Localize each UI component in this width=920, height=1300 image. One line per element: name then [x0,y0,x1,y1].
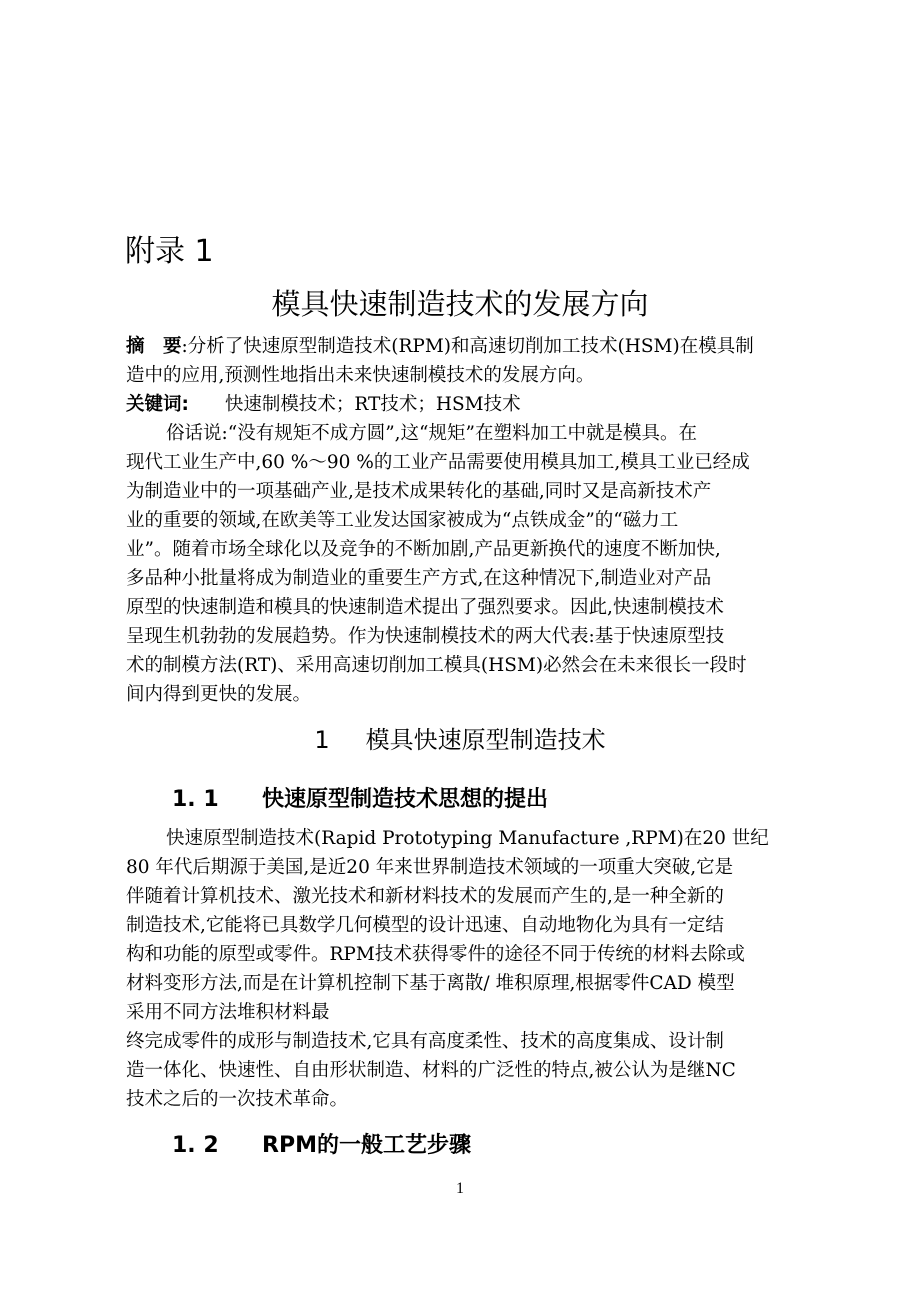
section-1-1-line: 快速原型制造技术(Rapid Prototyping Manufacture ,RPM)在20 世纪 [166,828,769,849]
intro-line: 业”。随着市场全球化以及竞争的不断加剧,产品更新换代的速度不断加快, [126,539,721,560]
section-1-1-line: 80 年代后期源于美国,是近20 年来世界制造技术领域的一项重大突破,它是 [126,857,734,878]
section-1-title: 模具快速原型制造技术 [365,726,606,754]
section-1-heading [0,720,920,755]
section-1-number: 1 [314,726,330,754]
keywords-line [126,390,846,419]
intro-paragraph [126,419,846,709]
section-1-2-title: RPM的一般工艺步骤 [262,1133,471,1158]
intro-line: 现代工业生产中,60 %～90 %的工业产品需要使用模具加工,模具工业已经成 [126,452,750,473]
intro-line: 为制造业中的一项基础产业,是技术成果转化的基础,同时又是高新技术产 [126,481,712,502]
section-1-2-heading [172,1128,471,1159]
keywords-label: 关键词: [126,394,189,415]
section-1-1-line: 制造技术,它能将已具数学几何模型的设计迅速、自动地物化为具有一定结 [126,915,724,936]
section-1-1-line: 采用不同方法堆积材料最 [126,1002,330,1023]
keywords-text: 快速制模技术；RT技术；HSM技术 [224,394,521,415]
section-1-1-line: 伴随着计算机技术、激光技术和新材料技术的发展而产生的,是一种全新的 [126,886,724,907]
abstract-label: 摘 要 [126,336,182,357]
intro-line: 多品种小批量将成为制造业的重要生产方式,在这种情况下,制造业对产品 [126,568,712,589]
section-1-1-line: 造一体化、快速性、自由形状制造、材料的广泛性的特点,被公认为是继NC [126,1060,736,1081]
section-1-1-number: 1. 1 [172,787,219,812]
abstract-line-1 [126,332,846,361]
section-1-1-paragraph [126,824,846,1114]
appendix-heading: 附录 1 [125,234,214,269]
abstract-block [126,332,846,419]
intro-line: 俗话说:“没有规矩不成方圆”,这“规矩”在塑料加工中就是模具。在 [166,423,697,444]
document-title: 模具快速制造技术的发展方向 [271,287,649,321]
section-1-1-line: 终完成零件的成形与制造技术,它具有高度柔性、技术的高度集成、设计制 [126,1031,724,1052]
section-1-1-line: 技术之后的一次技术革命。 [126,1089,349,1110]
intro-line: 术的制模方法(RT)、采用高速切削加工模具(HSM)必然会在未来很长一段时 [126,655,747,676]
intro-line: 业的重要的领域,在欧美等工业发达国家被成为“点铁成金”的“磁力工 [126,510,679,531]
section-1-1-line: 材料变形方法,而是在计算机控制下基于离散/ 堆积原理,根据零件CAD 模型 [126,973,735,994]
abstract-text-1: :分析了快速原型制造技术(RPM)和高速切削加工技术(HSM)在模具制 [181,336,754,357]
abstract-line-2: 造中的应用,预测性地指出未来快速制模技术的发展方向。 [126,365,595,386]
intro-line: 原型的快速制造和模具的快速制造术提出了强烈要求。因此,快速制模技术 [126,597,724,618]
section-1-1-heading [172,782,548,813]
section-1-1-title: 快速原型制造技术思想的提出 [262,787,549,812]
page-number: 1 [456,1180,464,1197]
intro-line: 间内得到更快的发展。 [126,684,312,705]
section-1-1-line: 构和功能的原型或零件。RPM技术获得零件的途径不同于传统的材料去除或 [126,944,745,965]
intro-line: 呈现生机勃勃的发展趋势。作为快速制模技术的两大代表:基于快速原型技 [126,626,725,647]
section-1-2-number: 1. 2 [172,1133,219,1158]
